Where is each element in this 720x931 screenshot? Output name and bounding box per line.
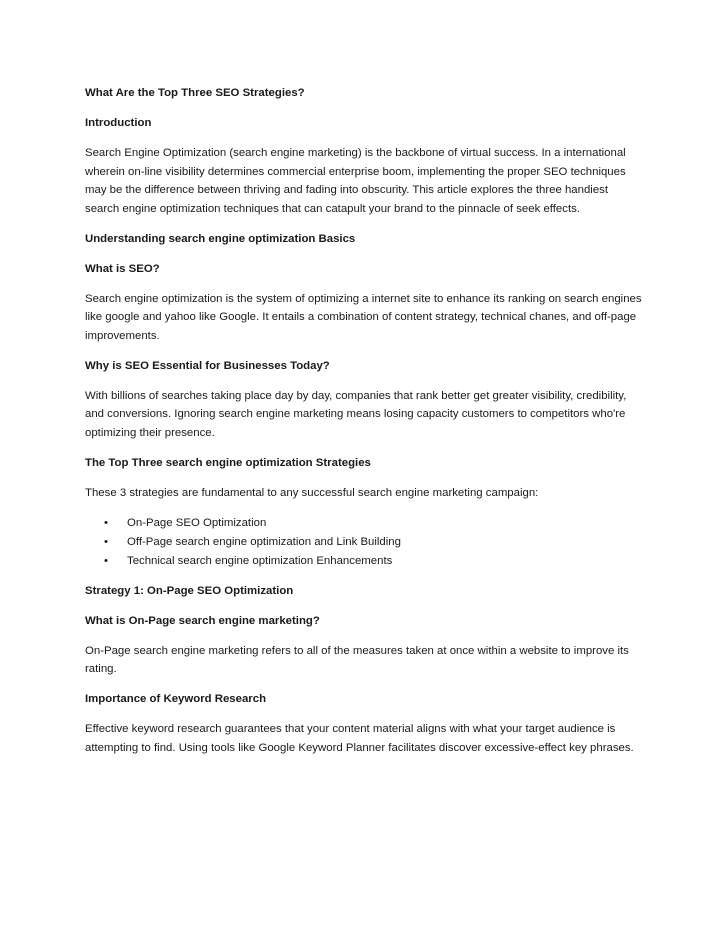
document-body xyxy=(85,114,645,757)
list-item xyxy=(85,533,645,552)
bullet-list xyxy=(85,514,645,571)
paragraph: Search engine optimization is the system of optimizing a internet site to enhance its ranking on search engines like google and yahoo like Google. It entails a combination of content strategy, technical chanes, and off-page improvements. xyxy=(85,292,642,342)
list-item xyxy=(85,552,645,571)
list-item-text: On-Page SEO Optimization xyxy=(127,516,267,529)
bullet-icon: • xyxy=(104,554,108,567)
list-item-text: Technical search engine optimization Enhancements xyxy=(127,554,393,567)
section-heading: The Top Three search engine optimization Strategies xyxy=(85,456,371,469)
section-heading: Introduction xyxy=(85,117,152,129)
section-heading: What is On-Page search engine marketing? xyxy=(85,614,320,627)
section-heading: Importance of Keyword Research xyxy=(85,693,267,705)
section-heading: Why is SEO Essential for Businesses Today? xyxy=(85,359,330,372)
paragraph: Search Engine Optimization (search engine marketing) is the backbone of virtual success. In a international wherein on-line visibility determines commercial enterprise boom, implementing the proper SEO techniques may be the difference between thriving and fading into obscurity. This article explores the three handiest search engine optimization techniques that can catapult your brand to the pinnacle of seek effects. xyxy=(85,147,626,215)
paragraph: On-Page search engine marketing refers to all of the measures taken at once within a website to improve its rating. xyxy=(85,644,629,675)
section-heading: What is SEO? xyxy=(85,262,160,275)
list-item xyxy=(85,514,645,533)
bullet-icon: • xyxy=(104,516,108,529)
bullet-icon: • xyxy=(104,535,108,548)
paragraph: Effective keyword research guarantees that your content material aligns with what your target audience is attempting to find. Using tools like Google Keyword Planner facilitates discover excessive-effect key phrases. xyxy=(85,723,634,754)
list-item-text: Off-Page search engine optimization and Link Building xyxy=(127,535,401,548)
paragraph: These 3 strategies are fundamental to any successful search engine marketing campaign: xyxy=(85,486,539,499)
document-page xyxy=(85,84,645,769)
document-title: What Are the Top Three SEO Strategies? xyxy=(85,87,305,99)
section-heading: Strategy 1: On-Page SEO Optimization xyxy=(85,584,294,597)
section-heading: Understanding search engine optimization Basics xyxy=(85,232,356,245)
paragraph: With billions of searches taking place day by day, companies that rank better get greater visibility, credibility, and conversions. Ignoring search engine marketing means losing capacity customers to competitors who're optimizing their presence. xyxy=(85,389,627,439)
